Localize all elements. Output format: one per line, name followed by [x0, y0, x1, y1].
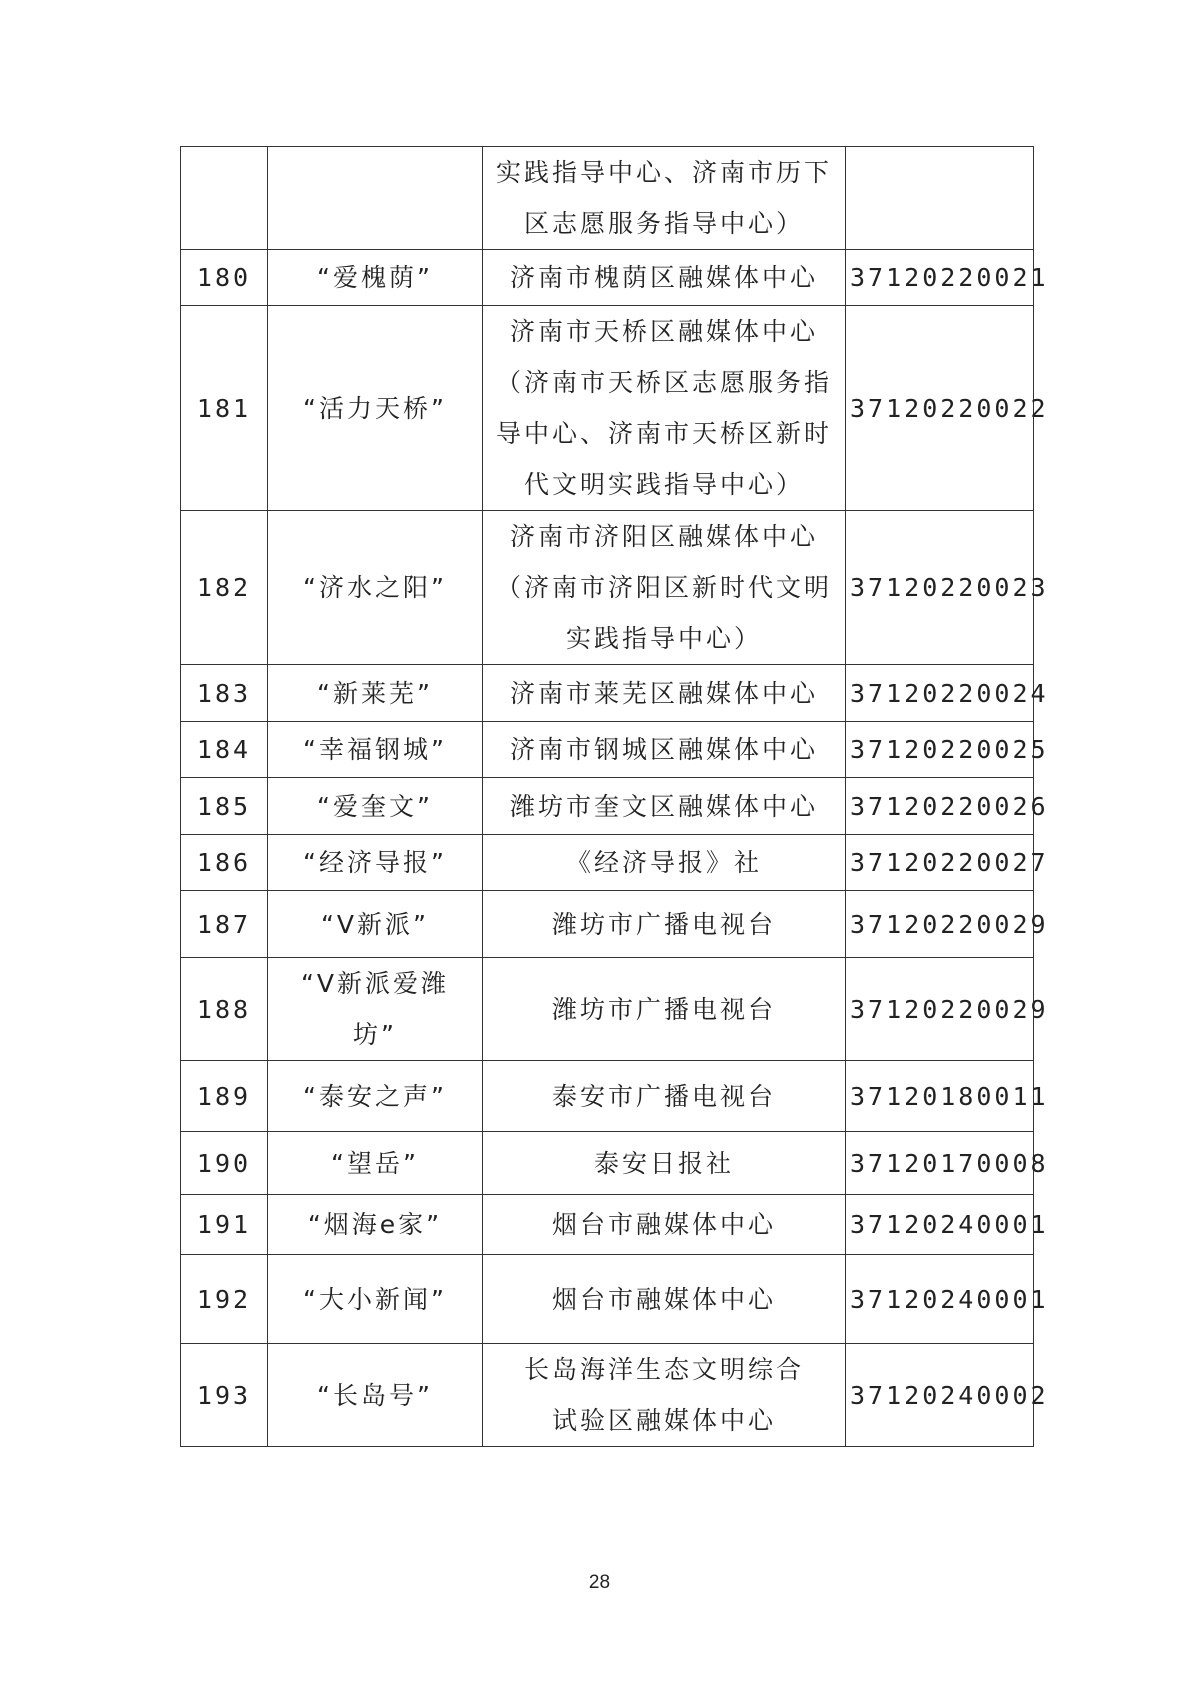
account-name-cell — [268, 835, 483, 891]
registry-table — [180, 146, 1049, 1447]
row-number-cell: 190 — [181, 1132, 268, 1195]
table-row — [181, 1061, 1034, 1132]
organization-cell — [483, 665, 846, 722]
account-name-line: “V新派” — [320, 909, 429, 939]
organization-cell — [483, 1061, 846, 1132]
license-code-cell: 37120170008 — [846, 1132, 1034, 1195]
organization-cell — [483, 891, 846, 958]
account-name-line: “望岳” — [331, 1148, 419, 1178]
table-row — [181, 147, 1034, 250]
organization-line: 济南市槐荫区融媒体中心 — [509, 263, 818, 292]
organization-line: 试验区融媒体中心 — [551, 1406, 776, 1435]
table-row — [181, 1255, 1034, 1344]
account-name-line: “长岛号” — [317, 1380, 433, 1410]
organization-line: 济南市莱芜区融媒体中心 — [509, 678, 818, 708]
table-row — [181, 891, 1034, 958]
row-number-cell: 187 — [181, 891, 268, 958]
organization-line: （济南市天桥区志愿服务指 — [495, 368, 832, 397]
row-number-cell: 183 — [181, 665, 268, 722]
license-code-cell — [846, 147, 1034, 250]
account-name-cell — [268, 511, 483, 665]
account-name-line: “活力天桥” — [303, 393, 447, 423]
license-code-cell: 37120240001 — [846, 1255, 1034, 1344]
organization-cell — [483, 1255, 846, 1344]
account-name-line: “济水之阳” — [303, 573, 447, 602]
account-name-line: “经济导报” — [303, 848, 447, 877]
table-row — [181, 722, 1034, 778]
organization-line: 潍坊市广播电视台 — [551, 909, 776, 939]
page-number: 28 — [588, 1572, 611, 1593]
organization-line: 区志愿服务指导中心） — [523, 209, 804, 238]
organization-line: （济南市济阳区新时代文明 — [495, 573, 832, 602]
row-number-cell: 188 — [181, 958, 268, 1061]
organization-line: 泰安日报社 — [593, 1148, 734, 1178]
organization-cell — [483, 778, 846, 835]
table-row — [181, 1195, 1034, 1255]
organization-line: 烟台市融媒体中心 — [551, 1210, 776, 1239]
organization-line: 济南市天桥区融媒体中心 — [509, 317, 818, 346]
account-name-cell — [268, 891, 483, 958]
account-name-cell — [268, 722, 483, 778]
table-row — [181, 835, 1034, 891]
license-code-cell: 37120220024 — [846, 665, 1034, 722]
account-name-cell — [268, 1344, 483, 1447]
row-number-cell: 181 — [181, 306, 268, 511]
organization-cell — [483, 722, 846, 778]
row-number-cell: 186 — [181, 835, 268, 891]
license-code-cell: 37120220025 — [846, 722, 1034, 778]
row-number-cell: 185 — [181, 778, 268, 835]
organization-cell — [483, 1195, 846, 1255]
license-code-cell: 37120220023 — [846, 511, 1034, 665]
row-number-cell: 191 — [181, 1195, 268, 1255]
row-number-cell: 182 — [181, 511, 268, 665]
table-row — [181, 958, 1034, 1061]
table-row — [181, 778, 1034, 835]
table-row — [181, 306, 1034, 511]
row-number-cell: 189 — [181, 1061, 268, 1132]
organization-line: 代文明实践指导中心） — [523, 470, 804, 499]
organization-line: 潍坊市广播电视台 — [551, 994, 776, 1024]
organization-line: 导中心、济南市天桥区新时 — [495, 419, 832, 448]
organization-cell — [483, 250, 846, 306]
account-name-cell — [268, 1132, 483, 1195]
account-name-line: “幸福钢城” — [303, 735, 447, 764]
license-code-cell: 37120240001 — [846, 1195, 1034, 1255]
table-row — [181, 250, 1034, 306]
table-row — [181, 1344, 1034, 1447]
organization-cell — [483, 1132, 846, 1195]
row-number-cell: 180 — [181, 250, 268, 306]
table-row — [181, 511, 1034, 665]
account-name-cell — [268, 778, 483, 835]
account-name-line: 坊” — [353, 1020, 397, 1049]
organization-line: 《经济导报》社 — [565, 848, 762, 877]
license-code-cell: 37120220027 — [846, 835, 1034, 891]
license-code-cell: 37120240002 — [846, 1344, 1034, 1447]
table-row — [181, 1132, 1034, 1195]
row-number-cell: 192 — [181, 1255, 268, 1344]
organization-cell — [483, 1344, 846, 1447]
account-name-cell — [268, 1255, 483, 1344]
organization-line: 实践指导中心、济南市历下 — [495, 158, 832, 187]
account-name-cell — [268, 958, 483, 1061]
organization-line: 长岛海洋生态文明综合 — [523, 1355, 804, 1384]
account-name-line: “新莱芜” — [317, 678, 433, 708]
license-code-cell: 37120220029 — [846, 891, 1034, 958]
account-name-line: “烟海e家” — [307, 1210, 443, 1239]
account-name-line: “V新派爱潍 — [300, 969, 450, 998]
row-number-cell: 184 — [181, 722, 268, 778]
table-row — [181, 665, 1034, 722]
account-name-line: “大小新闻” — [303, 1284, 447, 1314]
registry-table-body — [181, 147, 1049, 1447]
organization-cell — [483, 147, 846, 250]
account-name-line: “爱奎文” — [317, 791, 433, 821]
row-number-cell: 193 — [181, 1344, 268, 1447]
account-name-cell — [268, 1195, 483, 1255]
row-number-cell — [181, 147, 268, 250]
organization-line: 烟台市融媒体中心 — [551, 1284, 776, 1314]
organization-line: 实践指导中心） — [565, 624, 762, 653]
license-code-cell: 37120180011 — [846, 1061, 1034, 1132]
organization-cell — [483, 306, 846, 511]
account-name-cell — [268, 665, 483, 722]
organization-line: 潍坊市奎文区融媒体中心 — [509, 791, 818, 821]
organization-line: 济南市济阳区融媒体中心 — [509, 522, 818, 551]
license-code-cell: 37120220029 — [846, 958, 1034, 1061]
license-code-cell: 37120220026 — [846, 778, 1034, 835]
organization-cell — [483, 835, 846, 891]
account-name-line: “泰安之声” — [303, 1081, 447, 1111]
organization-line: 济南市钢城区融媒体中心 — [509, 735, 818, 764]
organization-cell — [483, 511, 846, 665]
account-name-line: “爱槐荫” — [317, 263, 433, 292]
organization-line: 泰安市广播电视台 — [551, 1081, 776, 1111]
account-name-cell — [268, 147, 483, 250]
account-name-cell — [268, 1061, 483, 1132]
account-name-cell — [268, 250, 483, 306]
license-code-cell: 37120220022 — [846, 306, 1034, 511]
account-name-cell — [268, 306, 483, 511]
organization-cell — [483, 958, 846, 1061]
license-code-cell: 37120220021 — [846, 250, 1034, 306]
